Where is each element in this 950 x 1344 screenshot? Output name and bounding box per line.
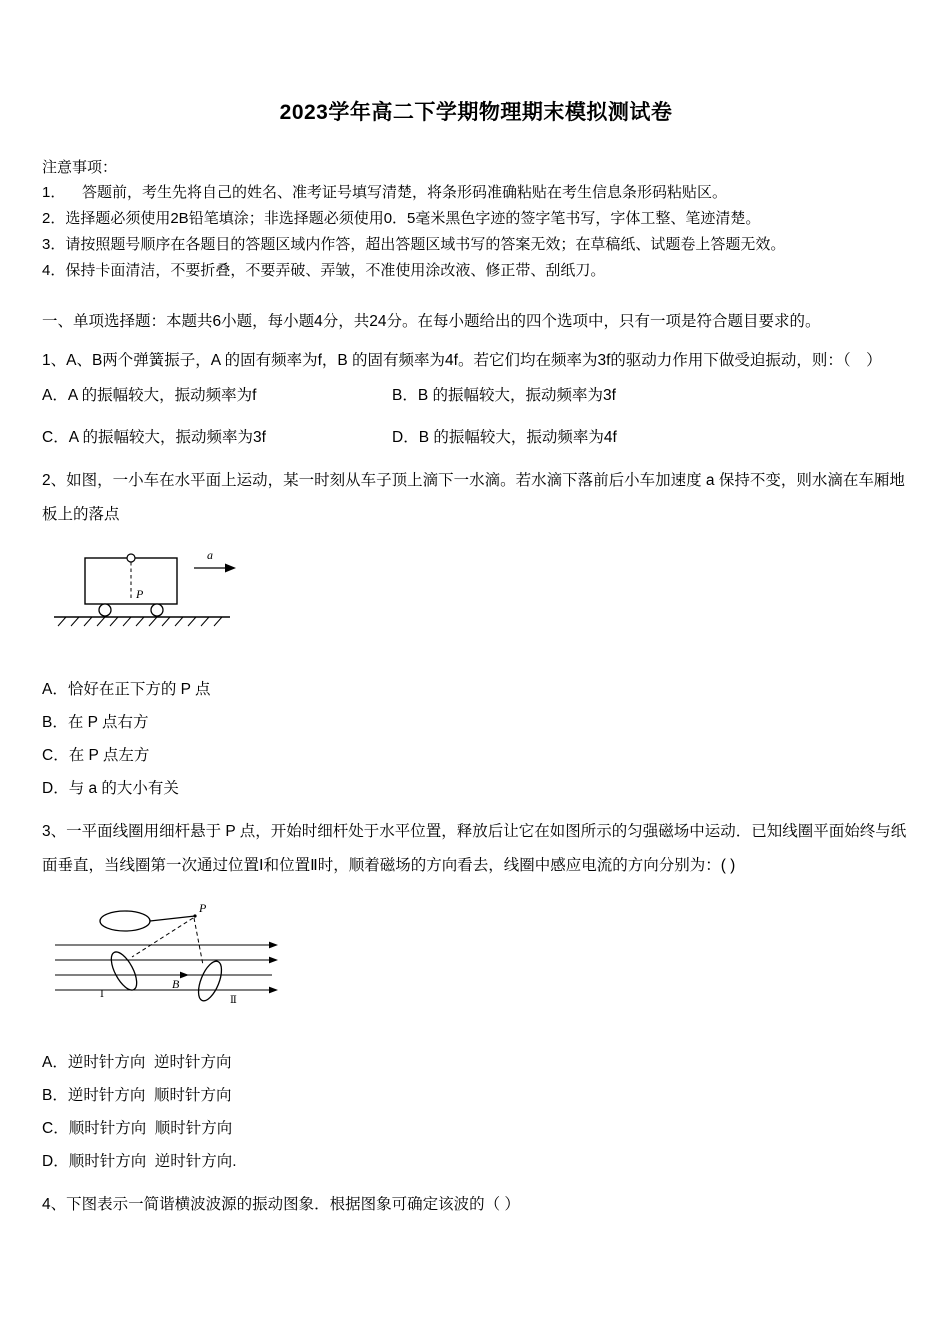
coil-point-p-label: P (199, 901, 207, 915)
position-2-label: Ⅱ (230, 995, 237, 1006)
option-a: A．恰好在正下方的 P 点 (42, 681, 211, 698)
cart-figure (52, 546, 910, 647)
field-lines (55, 945, 272, 990)
field-b-label: B (172, 977, 180, 991)
notice-item-4: 4．保持卡面清洁，不要折叠，不要弄破、弄皱，不准使用涂改液、修正带、刮纸刀。 (42, 262, 606, 279)
option-a: A．逆时针方向 逆时针方向 (42, 1054, 232, 1071)
section-heading: 一、单项选择题：本题共6小题，每小题4分，共24分。在每小题给出的四个选项中，只有一项是符合题目要求的。 (42, 313, 821, 330)
coil-figure-svg (52, 897, 287, 1015)
ground-hatching (58, 617, 222, 626)
question-2-options (42, 673, 910, 805)
field-arrowheads (180, 942, 278, 994)
option-d: D．B 的振幅较大，振动频率为4f (392, 429, 617, 446)
option-b: B．在 P 点右方 (42, 714, 149, 731)
question-3-options (42, 1046, 910, 1178)
notice-section (42, 156, 910, 284)
option-b: B．逆时针方向 顺时针方向 (42, 1087, 232, 1104)
question-1-text: 1、A、B两个弹簧振子，A 的固有频率为f，B 的固有频率为4f。若它们均在频率为3f的驱动力作用下做受迫振动，则：（ ） (42, 352, 882, 369)
question-1-options (42, 380, 910, 454)
notice-heading: 注意事项： (42, 159, 118, 176)
position-1-label: Ⅰ (100, 989, 104, 1000)
water-drop-icon (127, 554, 135, 562)
question-2 (42, 464, 910, 805)
question-3 (42, 815, 910, 1178)
option-c: C．A 的振幅较大，振动频率为3f (42, 429, 266, 446)
coil-figure (52, 897, 910, 1020)
cart-point-p-label: P (136, 587, 144, 601)
acceleration-arrow-icon (194, 564, 236, 573)
question-4 (42, 1188, 910, 1222)
coil-position-2 (194, 958, 226, 1004)
question-3-text: 3、一平面线圈用细杆悬于 P 点，开始时细杆处于水平位置，释放后让它在如图所示的匀强磁场中运动．已知线圈平面始终与纸面垂直，当线圈第一次通过位置Ⅰ和位置Ⅱ时，顺着磁场的方向看去，线圈中感应电流的方向分别为：( ) (42, 823, 907, 874)
option-c: C．在 P 点左方 (42, 747, 150, 764)
cart-accel-label: a (207, 548, 213, 562)
question-4-text: 4、下图表示一简谐横波波源的振动图象．根据图象可确定该波的（ ） (42, 1196, 520, 1213)
option-d: D．与 a 的大小有关 (42, 780, 179, 797)
pivot-point (193, 914, 196, 917)
option-c: C．顺时针方向 顺时针方向 (42, 1120, 233, 1137)
notice-item-2: 2．选择题必须使用2B铅笔填涂；非选择题必须使用0．5毫米黑色字迹的签字笔书写，字体工整、笔迹清楚。 (42, 210, 761, 227)
question-2-text: 2、如图，一小车在水平面上运动，某一时刻从车子顶上滴下一水滴。若水滴下落前后小车加速度 a 保持不变，则水滴在车厢地板上的落点 (42, 472, 905, 523)
option-b: B．B 的振幅较大，振动频率为3f (392, 387, 616, 404)
page-title: 2023学年高二下学期物理期末模拟测试卷 (279, 101, 673, 124)
question-1 (42, 344, 910, 454)
notice-item-1: 1． 答题前，考生先将自己的姓名、准考证号填写清楚，将条形码准确粘贴在考生信息条形码粘贴区。 (42, 184, 728, 201)
option-a: A．A 的振幅较大，振动频率为f (42, 387, 257, 404)
option-d: D．顺时针方向 逆时针方向. (42, 1153, 237, 1170)
notice-item-3: 3．请按照题号顺序在各题目的答题区域内作答，超出答题区域书写的答案无效；在草稿纸、试题卷上答题无效。 (42, 236, 786, 253)
cart-figure-svg (52, 546, 267, 642)
coil-initial-position (100, 911, 150, 931)
coil-position-1 (106, 948, 142, 994)
